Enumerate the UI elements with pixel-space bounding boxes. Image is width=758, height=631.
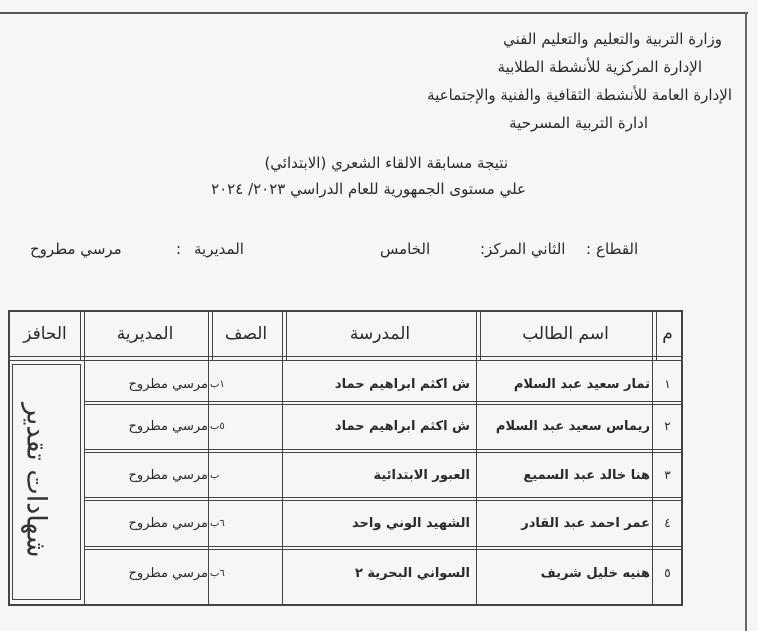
header-num: م <box>662 324 673 344</box>
table-border-top <box>8 310 683 312</box>
page-border-right <box>745 12 747 631</box>
body-col-sep <box>282 360 283 604</box>
sector-colon: : <box>586 240 592 258</box>
row-sep <box>84 404 681 405</box>
header-col-sep <box>84 312 85 360</box>
header-col-sep <box>286 312 287 360</box>
table-cell-directorate: مرسي مطروح <box>128 376 208 392</box>
header-grade: الصف <box>224 324 268 344</box>
row-sep <box>84 500 681 501</box>
header-col-sep <box>652 312 653 360</box>
table-cell-num: ١ <box>664 377 671 391</box>
table-cell-directorate: مرسي مطروح <box>128 467 208 483</box>
row-sep <box>84 549 681 550</box>
body-col-sep <box>652 360 653 604</box>
table-cell-num: ٤ <box>664 516 671 530</box>
sector-value: الثاني المركز: <box>480 240 566 258</box>
table-border-left <box>8 310 10 606</box>
header-student: اسم الطالب <box>522 324 609 344</box>
table-cell-num: ٥ <box>664 566 671 580</box>
header-col-sep <box>208 312 209 360</box>
table-cell-student: هنا خالد عبد السميع <box>523 467 650 483</box>
table-cell-grade: ٥ب <box>210 420 225 432</box>
table-cell-school: ش اكثم ابراهيم حماد <box>334 376 470 392</box>
header-divider <box>8 356 683 357</box>
directorate-label: المديرية <box>194 240 244 258</box>
body-col-sep <box>84 360 85 604</box>
header-col-sep <box>80 312 81 360</box>
ministry-name: وزارة التربية والتعليم والتعليم الفني <box>503 30 722 48</box>
table-cell-grade: ٦ب <box>210 567 225 579</box>
row-sep <box>84 449 681 450</box>
table-cell-directorate: مرسي مطروح <box>128 565 208 581</box>
award-cell-border <box>12 364 13 600</box>
table-cell-num: ٢ <box>664 419 671 433</box>
table-cell-student: ريماس سعيد عبد السلام <box>495 418 650 434</box>
table-cell-school: ش اكثم ابراهيم حماد <box>334 418 470 434</box>
table-border-right <box>681 310 683 606</box>
directorate-colon: : <box>176 240 182 258</box>
sector-label: القطاع <box>596 240 639 258</box>
header-award: الحافز <box>23 324 67 344</box>
table-cell-grade: ب <box>210 469 220 481</box>
table-border-bottom <box>8 604 683 606</box>
award-cell-border <box>12 599 81 600</box>
award-text: شهادات تقدير <box>20 402 52 558</box>
header-directorate: المديرية <box>116 324 174 344</box>
row-sep <box>84 497 681 498</box>
table-cell-student: عمر احمد عبد القادر <box>521 515 650 531</box>
page-border-top <box>0 12 748 14</box>
document-title: نتيجة مسابقة الالقاء الشعري (الابتدائي) <box>264 154 508 172</box>
central-administration: الإدارة المركزية للأنشطة الطلابية <box>497 58 702 76</box>
header-col-sep <box>212 312 213 360</box>
body-col-sep <box>476 360 477 604</box>
award-cell-border <box>12 364 81 365</box>
document-subtitle: علي مستوى الجمهورية للعام الدراسي ٢٠٢٣/ ٢٠٢٤ <box>211 180 526 198</box>
department-name: ادارة التربية المسرحية <box>509 114 648 132</box>
header-divider <box>8 360 683 361</box>
table-cell-num: ٣ <box>664 468 671 482</box>
header-col-sep <box>656 312 657 360</box>
row-sep <box>84 452 681 453</box>
place-value: الخامس <box>380 240 431 258</box>
row-sep <box>84 401 681 402</box>
header-col-sep <box>282 312 283 360</box>
body-col-sep <box>208 360 209 604</box>
table-cell-directorate: مرسي مطروح <box>128 515 208 531</box>
table-cell-school: العبور الابتدائية <box>373 467 470 483</box>
general-administration: الإدارة العامة للأنشطة الثقافية والفنية والإجتماعية <box>427 86 732 104</box>
directorate-value: مرسي مطروح <box>30 240 122 258</box>
table-cell-directorate: مرسي مطروح <box>128 418 208 434</box>
table-cell-school: السواني البحرية ٢ <box>354 565 470 581</box>
table-cell-grade: ٦ب <box>210 517 225 529</box>
award-cell-border <box>80 364 81 600</box>
table-cell-grade: ١ب <box>210 378 225 390</box>
table-cell-student: تمار سعيد عبد السلام <box>513 376 650 392</box>
table-cell-student: هنيه خليل شريف <box>540 565 650 581</box>
row-sep <box>84 546 681 547</box>
header-col-sep <box>480 312 481 360</box>
header-school: المدرسة <box>349 324 411 344</box>
header-col-sep <box>476 312 477 360</box>
table-cell-school: الشهيد الوني واحد <box>352 515 470 531</box>
